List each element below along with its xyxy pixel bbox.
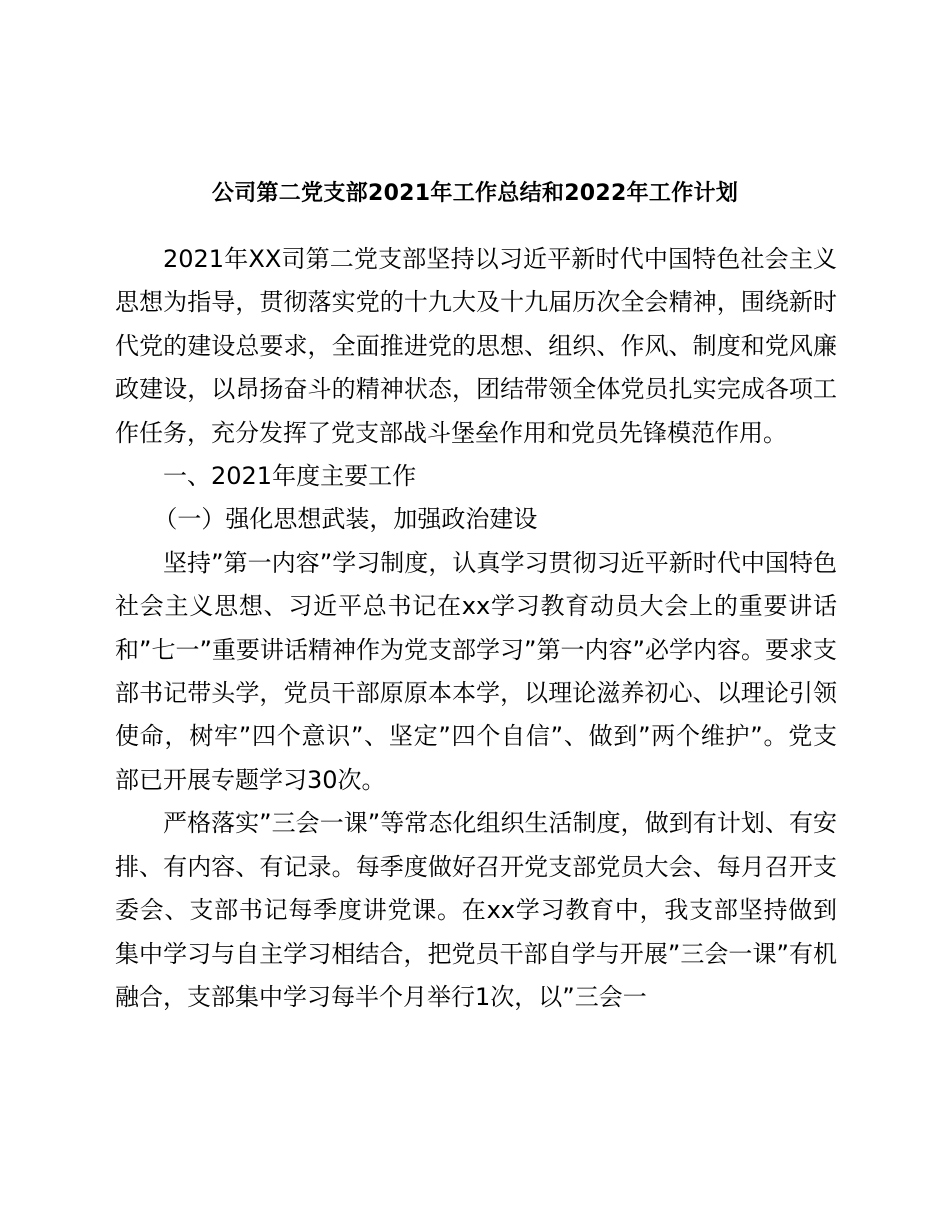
organization-life-paragraph: 严格落实”三会一课”等常态化组织生活制度，做到有计划、有安排、有内容、有记录。每季度做好召开党支部党员大会、每月召开支委会、支部书记每季度讲党课。在xx学习教育中，我支部坚持做到集中学习与自主学习相结合，把党员干部自学与开展”三会一课”有机融合，支部集中学习每半个月举行1次，以”三会一 [115,809,837,1011]
document-body [115,238,837,1019]
document-title: 公司第二党支部2021年工作总结和2022年工作计划 [211,181,739,206]
subsection-heading: （一）强化思想武装，加强政治建设 [153,505,538,534]
section-heading: 一、2021年度主要工作 [163,462,417,491]
intro-paragraph: 2021年XX司第二党支部坚持以习近平新时代中国特色社会主义思想为指导，贯彻落实党的十九大及十九届历次全会精神，围绕新时代党的建设总要求，全面推进党的思想、组织、作风、制度和党风廉政建设，以昂扬奋斗的精神状态，团结带领全体党员扎实完成各项工作任务，充分发挥了党支部战斗堡垒作用和党员先锋模范作用。 [115,245,837,447]
study-system-paragraph: 坚持”第一内容”学习制度，认真学习贯彻习近平新时代中国特色社会主义思想、习近平总书记在xx学习教育动员大会上的重要讲话和”七一”重要讲话精神作为党支部学习”第一内容”必学内容。要求支部书记带头学，党员干部原原本本学，以理论滋养初心、以理论引领使命，树牢”四个意识”、坚定”四个自信”、做到”两个维护”。党支部已开展专题学习30次。 [115,548,837,794]
